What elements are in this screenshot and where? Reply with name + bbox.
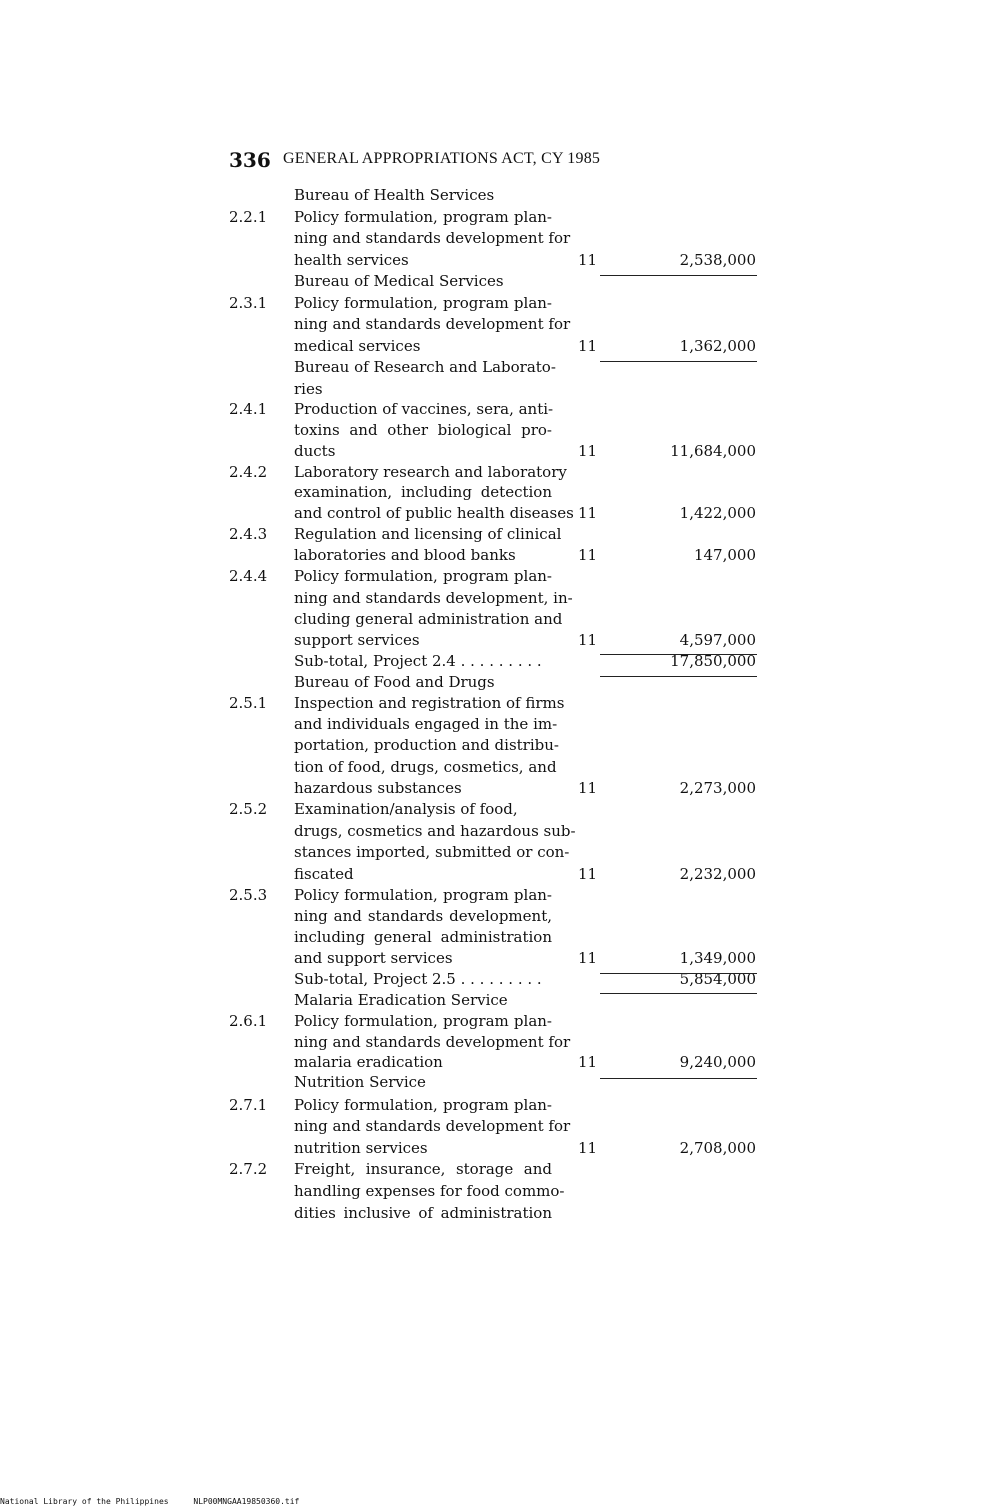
item-description: Examination/analysis of food,	[294, 800, 518, 818]
amount-rule	[600, 993, 757, 994]
fund-code: 11	[578, 779, 598, 797]
item-description: tion of food, drugs, cosmetics, and	[294, 758, 557, 776]
fund-code: 11	[578, 631, 598, 649]
item-code: 2.6.1	[229, 1012, 268, 1030]
item-description: Sub-total, Project 2.4 . . . . . . . . .	[294, 652, 542, 670]
item-description: Bureau of Medical Services	[294, 272, 504, 290]
item-description: Policy formulation, program plan-	[294, 567, 552, 585]
fund-code: 11	[578, 949, 598, 967]
item-description: Regulation and licensing of clinical	[294, 525, 562, 543]
amount-rule	[600, 676, 757, 677]
item-description: and support services	[294, 949, 453, 967]
amount-rule	[600, 361, 757, 362]
item-code: 2.3.1	[229, 294, 268, 312]
item-description: hazardous substances	[294, 779, 462, 797]
item-amount: 11,684,000	[670, 442, 756, 460]
item-code: 2.5.2	[229, 800, 268, 818]
item-description: dities inclusive of administration	[294, 1204, 552, 1222]
item-code: 2.4.1	[229, 400, 268, 418]
fund-code: 11	[578, 865, 598, 883]
item-description: Production of vaccines, sera, anti-	[294, 400, 554, 418]
item-description: drugs, cosmetics and hazardous sub-	[294, 822, 576, 840]
fund-code: 11	[578, 1139, 598, 1157]
item-description: Policy formulation, program plan-	[294, 208, 552, 226]
amount-rule	[600, 973, 757, 974]
item-description: Policy formulation, program plan-	[294, 294, 552, 312]
item-description: Freight, insurance, storage and	[294, 1160, 552, 1178]
item-description: laboratories and blood banks	[294, 546, 516, 564]
item-amount: 9,240,000	[679, 1053, 756, 1071]
item-amount: 2,538,000	[679, 251, 756, 269]
item-amount: 5,854,000	[679, 970, 756, 988]
item-description: ning and standards development for	[294, 315, 571, 333]
item-description: Inspection and registration of firms	[294, 694, 565, 712]
item-description: ning and standards development for	[294, 1117, 571, 1135]
fund-code: 11	[578, 504, 598, 522]
item-code: 2.5.3	[229, 886, 268, 904]
item-description: Policy formulation, program plan-	[294, 886, 552, 904]
item-description: stances imported, submitted or con-	[294, 843, 570, 861]
fund-code: 11	[578, 546, 598, 564]
item-amount: 1,362,000	[679, 337, 756, 355]
file-id: NLP00MNGAA19850360.tif	[193, 1497, 300, 1506]
item-amount: 1,422,000	[679, 504, 756, 522]
amount-rule	[600, 1078, 757, 1079]
item-description: malaria eradication	[294, 1053, 443, 1071]
scan-footer	[0, 1497, 319, 1506]
fund-code: 11	[578, 442, 598, 460]
item-description: Bureau of Health Services	[294, 186, 495, 204]
item-amount: 1,349,000	[679, 949, 756, 967]
item-description: ries	[294, 380, 323, 398]
item-amount: 147,000	[693, 546, 756, 564]
page-number: 336	[229, 148, 271, 172]
item-description: Bureau of Food and Drugs	[294, 673, 495, 691]
page-title: GENERAL APPROPRIATIONS ACT, CY 1985	[283, 150, 601, 167]
item-amount: 17,850,000	[670, 652, 756, 670]
amount-rule	[600, 275, 757, 276]
item-description: ducts	[294, 442, 336, 460]
item-description: portation, production and distribu-	[294, 736, 559, 754]
item-amount: 2,708,000	[679, 1139, 756, 1157]
item-code: 2.5.1	[229, 694, 268, 712]
item-amount: 4,597,000	[679, 631, 756, 649]
amount-rule	[600, 654, 757, 655]
item-description: ning and standards development for	[294, 1033, 571, 1051]
item-code: 2.4.3	[229, 525, 268, 543]
item-description: Malaria Eradication Service	[294, 991, 508, 1009]
item-description: ning and standards development,	[294, 907, 552, 925]
library-name: National Library of the Philippines	[0, 1497, 169, 1506]
fund-code: 11	[578, 1053, 598, 1071]
item-description: Laboratory research and laboratory	[294, 463, 567, 481]
item-code: 2.4.4	[229, 567, 268, 585]
item-description: and control of public health diseases	[294, 504, 574, 522]
item-description: Nutrition Service	[294, 1073, 426, 1091]
item-description: examination, including detection	[294, 483, 552, 501]
item-code: 2.7.2	[229, 1160, 268, 1178]
fund-code: 11	[578, 251, 598, 269]
item-description: Sub-total, Project 2.5 . . . . . . . . .	[294, 970, 542, 988]
item-description: health services	[294, 251, 409, 269]
item-description: nutrition services	[294, 1139, 428, 1157]
item-description: fiscated	[294, 865, 354, 883]
item-amount: 2,273,000	[679, 779, 756, 797]
item-description: Policy formulation, program plan-	[294, 1012, 552, 1030]
fund-code: 11	[578, 337, 598, 355]
item-description: including general administration	[294, 928, 552, 946]
page-header	[229, 148, 601, 172]
item-description: handling expenses for food commo-	[294, 1182, 565, 1200]
item-description: and individuals engaged in the im-	[294, 715, 558, 733]
item-description: ning and standards development for	[294, 229, 571, 247]
item-amount: 2,232,000	[679, 865, 756, 883]
item-description: Policy formulation, program plan-	[294, 1096, 552, 1114]
item-description: Bureau of Research and Laborato-	[294, 358, 556, 376]
item-code: 2.2.1	[229, 208, 268, 226]
item-code: 2.4.2	[229, 463, 268, 481]
item-description: medical services	[294, 337, 421, 355]
item-description: toxins and other biological pro-	[294, 421, 552, 439]
item-code: 2.7.1	[229, 1096, 268, 1114]
item-description: ning and standards development, in-	[294, 589, 573, 607]
item-description: support services	[294, 631, 420, 649]
item-description: cluding general administration and	[294, 610, 563, 628]
